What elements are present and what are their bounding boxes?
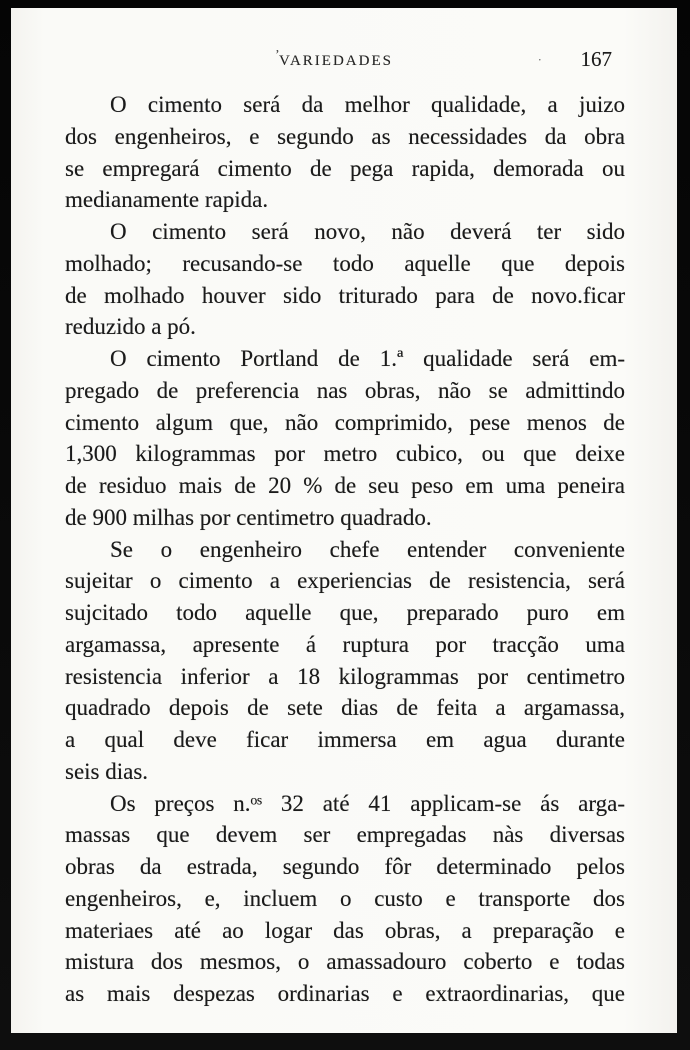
text-line: mistura dos mesmos, o amassadouro coberto e todas [65,949,625,975]
running-title: VARIEDADES [279,53,393,69]
text-line: dos engenheiros, e segundo as necessidades da obra [65,123,625,149]
page-number: 167 [580,47,612,71]
text-line: Os preços n.ᵒˢ 32 até 41 applicam-se ás arga- [110,790,625,816]
scan-artifact-dot: · [537,52,542,67]
text-line: quadrado depois de sete dias de feita a argamassa, [65,695,625,721]
text-line: de 900 milhas por centimetro quadrado. [65,504,432,530]
text-line: reduzido a pó. [65,314,196,340]
book-page [11,8,677,1033]
scan-artifact-tick: ʼ [275,48,280,63]
text-line: pregado de preferencia nas obras, não se admittindo [65,377,625,403]
text-line: O cimento será da melhor qualidade, a juizo [110,92,625,117]
text-line: a qual deve ficar immersa em agua durante [65,727,625,752]
text-line: de molhado houver sido triturado para de novo.ficar [65,282,625,308]
text-line: Se o engenheiro chefe entender conveniente [110,536,625,562]
text-line: seis dias. [65,758,149,784]
text-line: 1,300 kilogrammas por metro cubico, ou que deixe [65,441,625,467]
text-line: O cimento Portland de 1.ª qualidade será em- [110,346,625,371]
text-block [65,89,625,1010]
text-line: se empregará cimento de pega rapida, demorada ou [65,155,625,181]
text-line: O cimento será novo, não deverá ter sido [110,219,625,244]
text-line: sujeitar o cimento a experiencias de resistencia, será [65,568,625,594]
text-line: resistencia inferior a 18 kilogrammas por centimetro [65,663,625,689]
text-line: cimento algum que, não comprimido, pese menos de [65,409,625,435]
text-line: de residuo mais de 20 % de seu peso em uma peneira [65,473,625,498]
text-line: obras da estrada, segundo fôr determinado pelos [65,854,625,879]
text-line: argamassa, apresente á ruptura por tracção uma [65,631,625,657]
text-line: massas que devem ser empregadas nàs diversas [65,822,625,848]
text-line: medianamente rapida. [65,187,269,213]
text-line: sujcitado todo aquelle que, preparado puro em [65,600,625,625]
page-header [11,47,677,80]
text-line: engenheiros, e, incluem o custo e transporte dos [65,885,625,911]
text-line: molhado; recusando-se todo aquelle que depois [65,250,625,276]
text-line: materiaes até ao logar das obras, a preparação e [65,917,625,943]
text-line: as mais despezas ordinarias e extraordinarias, que [65,981,625,1006]
